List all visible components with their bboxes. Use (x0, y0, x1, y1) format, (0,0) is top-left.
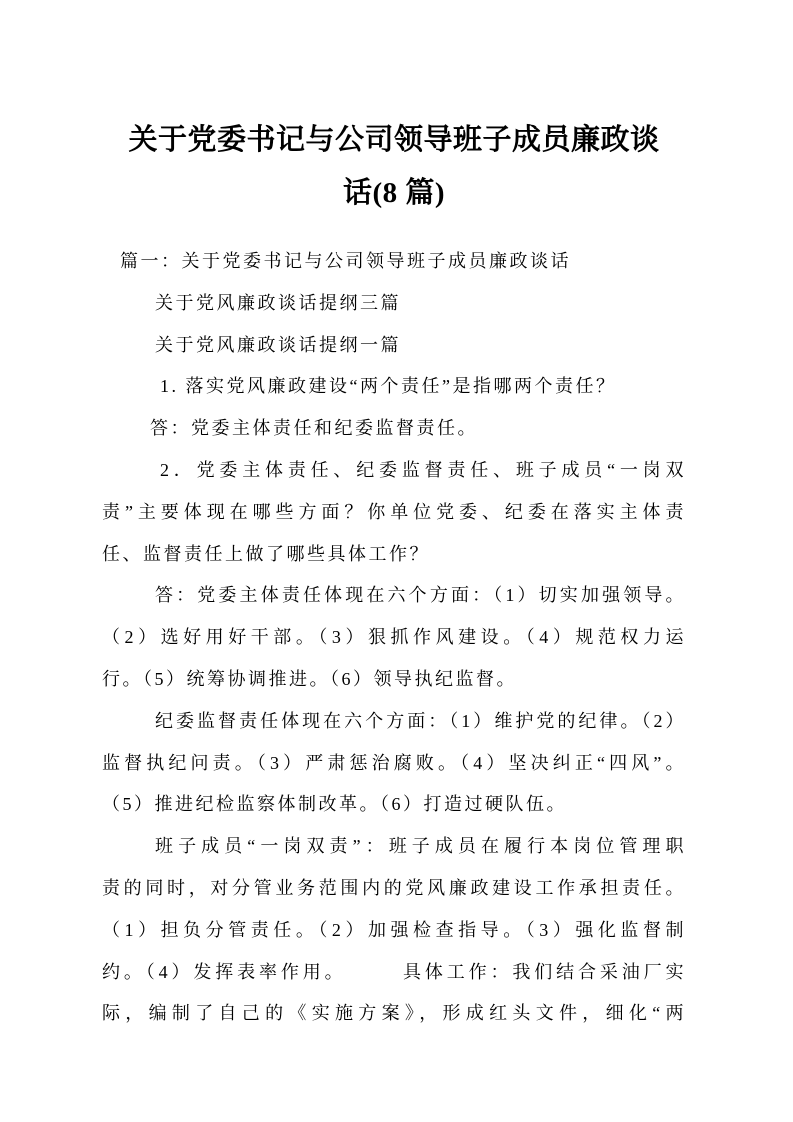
text-line: 行。（5）统筹协调推进。（6）领导执纪监督。 (102, 668, 517, 689)
title-line-1: 关于党委书记与公司领导班子成员廉政谈 (128, 124, 660, 156)
text-line: （2）选好用好干部。（3）狠抓作风建设。（4）规范权力运 (102, 627, 686, 648)
text-line: （5）推进纪检监察体制改革。（6）打造过硬队伍。 (102, 794, 567, 815)
text-line: 责的同时，对分管业务范围内的党风廉政建设工作承担责任。 (102, 877, 686, 898)
text-line: 2．党委主体责任、纪委监督责任、班子成员“一岗双 (160, 459, 686, 480)
text-line: 关于党风廉政谈话提纲一篇 (155, 334, 401, 355)
text-line: 答：党委主体责任和纪委监督责任。 (150, 418, 478, 439)
title-line-2: 话(8 篇) (342, 177, 446, 209)
document-title (102, 0, 686, 220)
document-body (102, 241, 686, 1035)
text-line: （1）担负分管责任。（2）加强检查指导。（3）强化监督制 (102, 919, 686, 940)
text-line: 班子成员“一岗双责”：班子成员在履行本岗位管理职 (155, 836, 686, 857)
text-line: 责”主要体现在哪些方面？你单位党委、纪委在落实主体责 (102, 501, 686, 522)
text-line: 际，编制了自己的《实施方案》，形成红头文件，细化“两 (102, 1003, 686, 1024)
text-line: 篇一：关于党委书记与公司领导班子成员廉政谈话 (120, 251, 571, 271)
text-line: 监督执纪问责。（3）严肃惩治腐败。（4）坚决纠正“四风”。 (102, 752, 686, 773)
text-line: 纪委监督责任体现在六个方面：（1）维护党的纪律。（2） (155, 710, 686, 731)
text-line: 关于党风廉政谈话提纲三篇 (155, 292, 401, 313)
text-line: 任、监督责任上做了哪些具体工作？ (102, 543, 430, 564)
text-line: 1. 落实党风廉政建设“两个责任”是指哪两个责任？ (160, 376, 617, 397)
text-line: 约。（4）发挥表率作用。 具体工作：我们结合采油厂实 (102, 961, 686, 982)
text-line: 答：党委主体责任体现在六个方面：（1）切实加强领导。 (155, 585, 686, 606)
